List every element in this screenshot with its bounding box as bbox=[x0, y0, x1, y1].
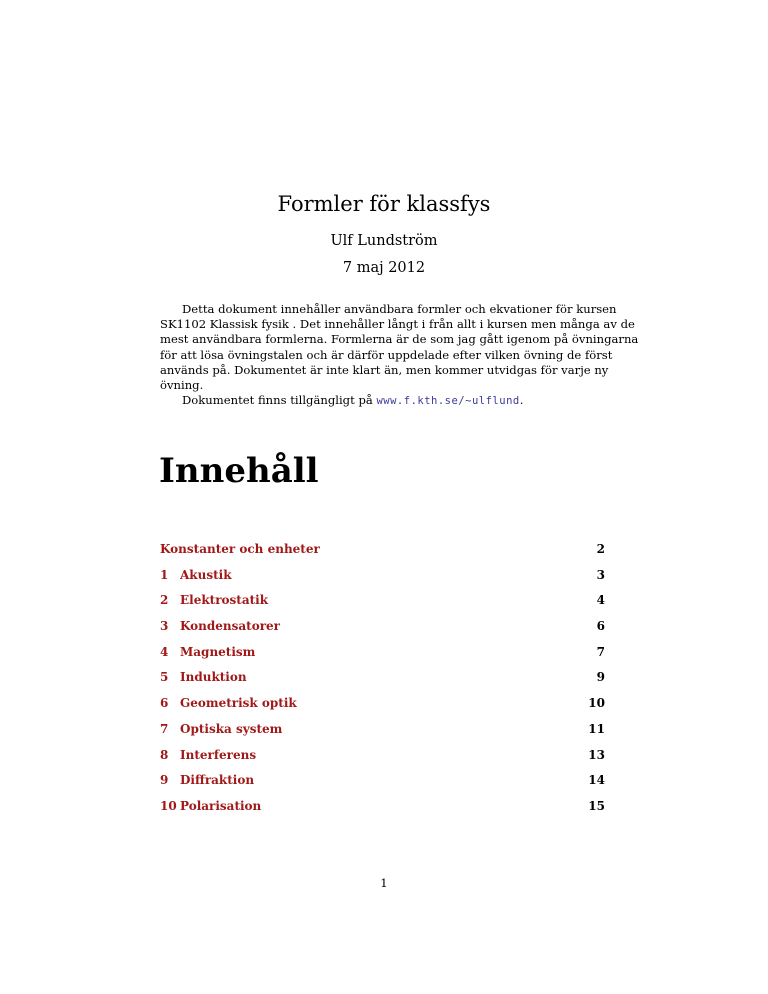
toc-entry-geometrisk-optik[interactable] bbox=[160, 696, 605, 722]
toc-entry-label[interactable]: Interferens bbox=[180, 747, 257, 762]
abstract bbox=[160, 302, 639, 409]
document-title: Formler för klassfys bbox=[277, 192, 491, 216]
toc-entry-label[interactable]: Optiska system bbox=[180, 721, 283, 736]
toc-entry-interferens[interactable] bbox=[160, 748, 605, 774]
toc-entry-polarisation[interactable] bbox=[160, 799, 605, 825]
toc-entry-number[interactable]: 1 bbox=[160, 567, 169, 582]
toc-entry-page[interactable]: 7 bbox=[596, 644, 605, 659]
toc-entry-number[interactable]: 2 bbox=[160, 593, 169, 608]
abstract-availability bbox=[160, 393, 607, 409]
toc-entry-kondensatorer[interactable] bbox=[160, 619, 605, 645]
toc-entry-label[interactable]: Konstanter och enheter bbox=[160, 542, 320, 556]
document-author: Ulf Lundström bbox=[330, 233, 438, 249]
toc-entry-page[interactable]: 3 bbox=[596, 567, 605, 582]
toc-entry-page[interactable]: 6 bbox=[596, 619, 605, 634]
toc-entry-elektrostatik[interactable] bbox=[160, 593, 605, 619]
toc-entry-number[interactable]: 7 bbox=[160, 721, 169, 736]
availability-end: . bbox=[519, 393, 524, 408]
abstract-line: för att lösa övningstalen och är därför uppdelade efter vilken övning de först bbox=[160, 347, 613, 362]
toc-entry-induktion[interactable] bbox=[160, 670, 605, 696]
availability-text: Dokumentet finns tillgängligt på bbox=[182, 393, 373, 408]
toc-heading: Innehåll bbox=[159, 451, 319, 491]
toc-entry-number[interactable]: 3 bbox=[160, 619, 169, 634]
toc-entry-magnetism[interactable] bbox=[160, 645, 605, 671]
toc-entry-number[interactable]: 8 bbox=[160, 747, 169, 762]
abstract-line: Detta dokument innehåller användbara formler och ekvationer för kursen bbox=[182, 302, 617, 316]
page-number: 1 bbox=[380, 876, 388, 890]
abstract-line: SK1102 Klassisk fysik . Det innehåller långt i från allt i kursen men många av de bbox=[160, 317, 635, 332]
toc-entry-page[interactable]: 2 bbox=[596, 542, 605, 556]
toc-entry-page[interactable]: 10 bbox=[588, 696, 605, 711]
toc-entry-page[interactable]: 14 bbox=[588, 773, 605, 788]
toc-entry-page[interactable]: 11 bbox=[588, 721, 605, 736]
toc-entry-label[interactable]: Polarisation bbox=[180, 798, 262, 813]
abstract-line: övning. bbox=[160, 378, 204, 393]
toc-entry-optiska-system[interactable] bbox=[160, 722, 605, 748]
toc-entry-number[interactable]: 4 bbox=[160, 644, 169, 659]
toc-entry-diffraktion[interactable] bbox=[160, 773, 605, 799]
toc-entry-label[interactable]: Elektrostatik bbox=[180, 593, 269, 608]
url-link[interactable]: www.f.kth.se/~ulflund bbox=[376, 395, 520, 408]
table-of-contents bbox=[160, 542, 605, 825]
document-date: 7 maj 2012 bbox=[342, 260, 426, 276]
abstract-line: mest användbara formlerna. Formlerna är de som jag gått igenom på övningarna bbox=[160, 332, 639, 347]
toc-entry-label[interactable]: Akustik bbox=[180, 567, 232, 582]
toc-entry-number[interactable]: 10 bbox=[160, 798, 177, 813]
toc-entry-page[interactable]: 13 bbox=[588, 747, 605, 762]
toc-entry-number[interactable]: 9 bbox=[160, 773, 169, 788]
toc-entry-label[interactable]: Magnetism bbox=[180, 644, 256, 659]
abstract-line: används på. Dokumentet är inte klart än, men kommer utvidgas för varje ny bbox=[160, 362, 609, 377]
toc-entry-label[interactable]: Induktion bbox=[180, 670, 247, 685]
toc-entry-page[interactable]: 15 bbox=[588, 798, 605, 813]
toc-entry-number[interactable]: 6 bbox=[160, 696, 169, 711]
toc-entry-page[interactable]: 9 bbox=[596, 670, 605, 685]
toc-entry-label[interactable]: Diffraktion bbox=[180, 773, 255, 788]
toc-entry-konstanter[interactable] bbox=[160, 542, 605, 568]
toc-entry-akustik[interactable] bbox=[160, 568, 605, 594]
toc-entry-number[interactable]: 5 bbox=[160, 670, 169, 685]
toc-entry-label[interactable]: Kondensatorer bbox=[180, 619, 281, 634]
toc-entry-label[interactable]: Geometrisk optik bbox=[180, 696, 297, 711]
toc-entry-page[interactable]: 4 bbox=[596, 593, 605, 608]
